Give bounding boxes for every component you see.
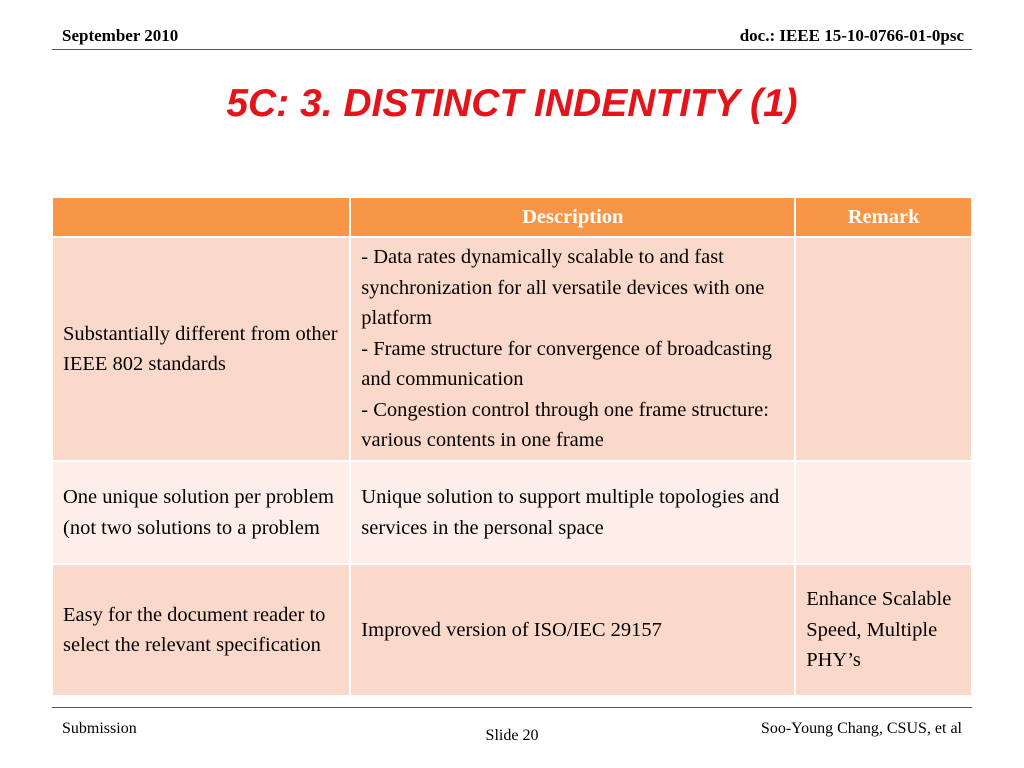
row-label: Easy for the document reader to select the relevant specification bbox=[52, 564, 350, 696]
description-line: - Data rates dynamically scalable to and fast synchronization for all versatile devices with one platform bbox=[361, 246, 765, 330]
table-header-row bbox=[52, 197, 972, 237]
description-line: - Frame structure for convergence of broadcasting and communication bbox=[361, 337, 772, 391]
row-description bbox=[350, 461, 795, 564]
row-description bbox=[350, 237, 795, 461]
footer-divider bbox=[52, 707, 972, 708]
description-line: Unique solution to support multiple topologies and services in the personal space bbox=[361, 486, 780, 539]
header-divider bbox=[52, 49, 972, 50]
header-cell-remark: Remark bbox=[795, 197, 972, 237]
row-remark bbox=[795, 237, 972, 461]
description-line: Improved version of ISO/IEC 29157 bbox=[361, 618, 662, 641]
header-doc-id: doc.: IEEE 15-10-0766-01-0psc bbox=[739, 26, 964, 45]
table-row bbox=[52, 237, 972, 461]
footer-submission: Submission bbox=[62, 720, 137, 737]
slide-number: Slide 20 bbox=[485, 727, 539, 744]
table-row bbox=[52, 461, 972, 564]
identity-table bbox=[51, 196, 973, 697]
footer-author: Soo-Young Chang, CSUS, et al bbox=[760, 720, 962, 737]
row-label: One unique solution per problem (not two solutions to a problem bbox=[52, 461, 350, 564]
row-description bbox=[350, 564, 795, 696]
row-remark: Enhance Scalable Speed, Multiple PHY’s bbox=[795, 564, 972, 696]
description-line: - Congestion control through one frame structure: various contents in one frame bbox=[361, 398, 769, 452]
header-cell-blank bbox=[52, 197, 350, 237]
table-row bbox=[52, 564, 972, 696]
row-remark bbox=[795, 461, 972, 564]
header-date: September 2010 bbox=[62, 26, 179, 45]
row-label: Substantially different from other IEEE 802 standards bbox=[52, 237, 350, 461]
header-cell-description: Description bbox=[350, 197, 795, 237]
slide-title: 5C: 3. DISTINCT INDENTITY (1) bbox=[226, 82, 798, 125]
